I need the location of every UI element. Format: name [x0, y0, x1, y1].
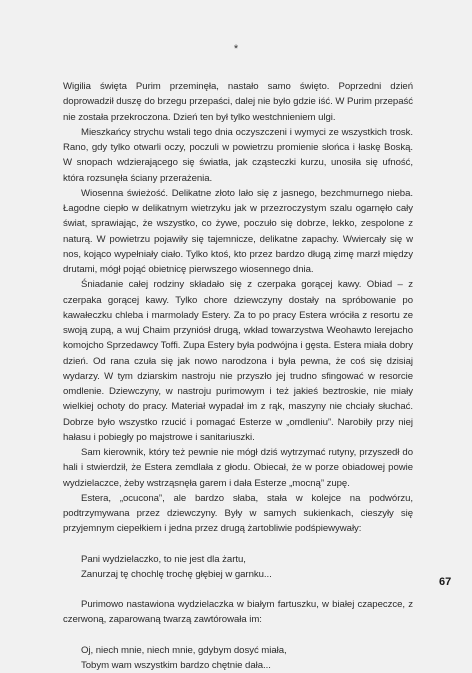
verse-line: Zanurzaj tę chochlę trochę głębiej w garnku...: [63, 567, 413, 582]
song-verse: [63, 643, 413, 673]
paragraph: Wigilia święta Purim przeminęła, nastało samo święto. Poprzedni dzień doprowadził duszę do brzegu przepaści, dalej nie było gdzie iść. W Purim przepaść nie została przekroczona. Dzień ten był tylko westchnieniem ulgi.: [63, 79, 413, 125]
paragraph: Sam kierownik, który też pewnie nie mógł dziś wytrzymać rutyny, przyszedł do hali i stwierdził, że Estera zemdlała z głodu. Obiecał, że w porze obiadowej powie wydzielaczce, żeby wstrząsnęła garem i dała Esterze „mocną” zupę.: [63, 445, 413, 491]
section-break-asterisk: *: [0, 43, 472, 55]
verse-line: Oj, niech mnie, niech mnie, gdybym dosyć miała,: [63, 643, 413, 658]
paragraph: Wiosenna świeżość. Delikatne złoto lało się z jasnego, bezchmurnego nieba. Łagodne ciepło w delikatnym wietrzyku jak w przezroczystym szalu ogarnęło cały świat, sprawiając, że wszystko, co żywe, poczuło się dobrze, lekko, zespolone z naturą. W powietrzu pojawiły się tajemnicze, delikatne zapachy. Wwiercały się w nos, kojąco wypełniały ciało. Tylko ktoś, kto przez bardzo długą zimę marzł między drutami, mógł pojąć obietnicę pierwszego wiosennego dnia.: [63, 186, 413, 278]
song-verse: [63, 552, 413, 583]
body-text: [63, 79, 413, 673]
verse-line: Tobym wam wszystkim bardzo chętnie dała...: [63, 658, 413, 673]
paragraph: Mieszkańcy strychu wstali tego dnia oczyszczeni i wymyci ze wszystkich trosk. Rano, gdy tylko otwarli oczy, poczuli w powietrzu promienie słońca i łaskę Boską. W snopach wdzierającego się światła, jak cząsteczki kurzu, unosiła się ufność, która rozsunęła ściany przerażenia.: [63, 125, 413, 186]
page-number: 67: [439, 576, 451, 588]
paragraph: Śniadanie całej rodziny składało się z czerpaka gorącej kawy. Obiad – z czerpaka gorącej kawy. Tylko chore dziewczyny dostały na spróbowanie po kawałeczku chleba i marmolady Estery. Za to po pracy Estera wróciła z resortu ze swoją zupą, a wuj Chaim przyniósł drugą, wkład towarzystwa Weohawto lerejacho komojcho Sprzedawcy Toffi. Zupa Estery była podwójna i gęsta. Estera miała dobry dzień. Od rana czuła się jak nowo narodzona i była pewna, że coś się dzisiaj wydarzy. W tym dziarskim nastroju nie przyszło jej trudno sfingować w resorcie omdlenie. Dziewczyny, w nastroju purimowym i też jakieś beztroskie, nie miały wielkiej ochoty do pracy. Materiał wypadał im z rąk, maszyny nie chciały słuchać. Dobrze było wszystko rzucić i pomagać Esterze w „omdleniu”. Narobiły przy niej hałasu i pobiegły po majstrowe i sanitariuszki.: [63, 277, 413, 445]
paragraph: Purimowo nastawiona wydzielaczka w białym fartuszku, w białej czapeczce, z czerwoną, zaparowaną twarzą zawtórowała im:: [63, 597, 413, 628]
verse-line: Pani wydzielaczko, to nie jest dla żartu,: [63, 552, 413, 567]
paragraph: Estera, „ocucona”, ale bardzo słaba, stała w kolejce na podwórzu, podtrzymywana przez dziewczyny. Były w samych sukienkach, cieszyły się przyjemnym ciepełkiem i jedna przez drugą żartobliwie podśpiewywały:: [63, 491, 413, 537]
